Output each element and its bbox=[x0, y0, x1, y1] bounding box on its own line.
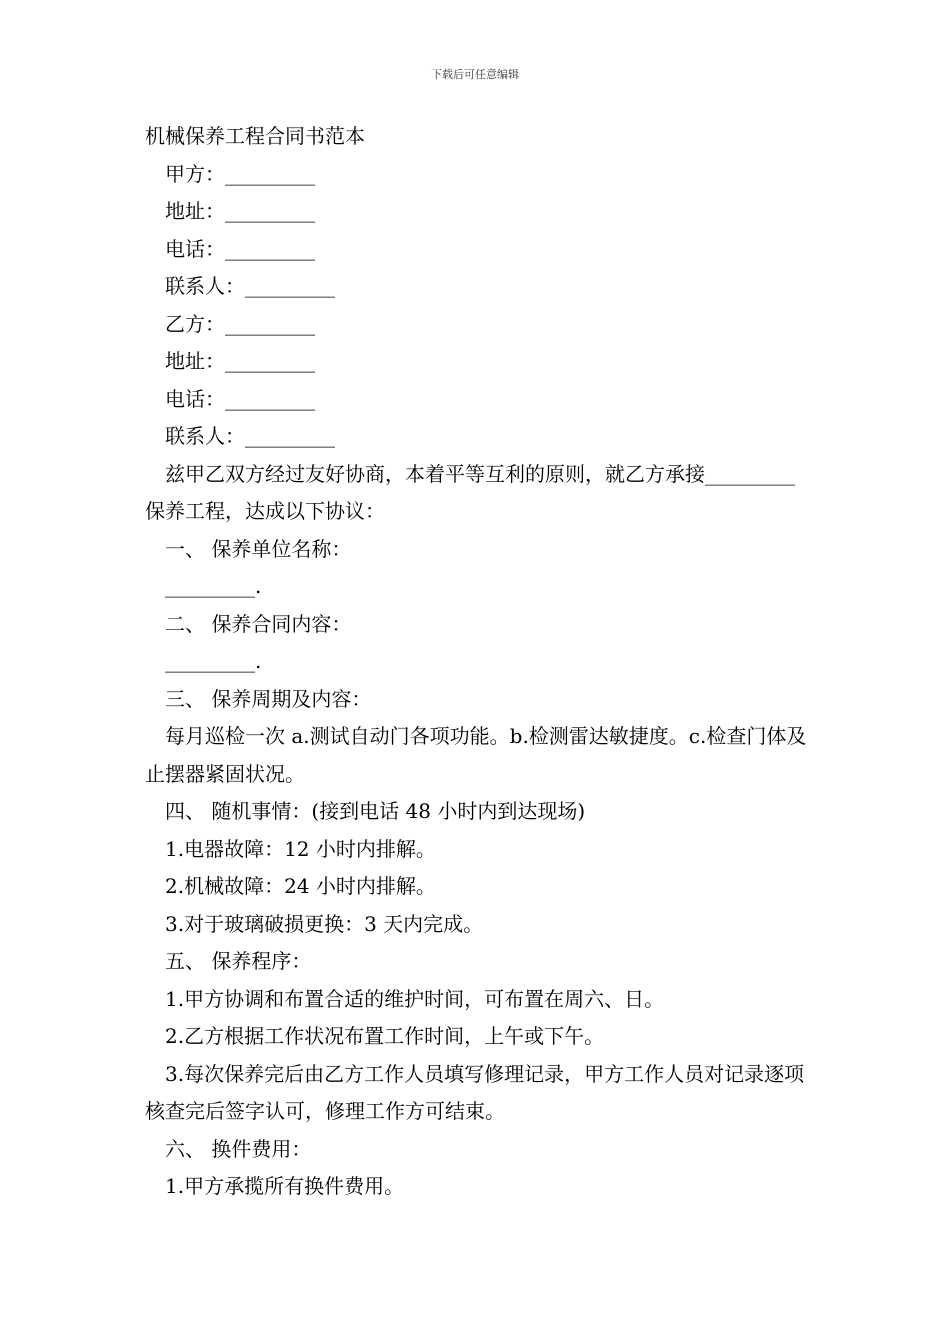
section-4-item: 3.对于玻璃破损更换：3 天内完成。 bbox=[165, 911, 484, 936]
section-3-body: 每月巡检一次 a.测试自动门各项功能。b.检测雷达敏捷度。c.检查门体及止摆器紧固状况。 bbox=[145, 724, 807, 786]
section-4-heading: 四、 随机事情：(接到电话 48 小时内到达现场) bbox=[165, 799, 586, 823]
section-4-item: 2.机械故障：24 小时内排解。 bbox=[165, 874, 436, 898]
section-2-heading: 二、 保养合同内容： bbox=[165, 611, 352, 636]
section-1-heading: 一、 保养单位名称： bbox=[165, 536, 352, 561]
section-5-item: 2.乙方根据工作状况布置工作时间，上午或下午。 bbox=[165, 1024, 605, 1048]
section-5-heading: 五、 保养程序： bbox=[165, 949, 312, 973]
document-body bbox=[145, 118, 810, 1206]
section-2-blank: _________. bbox=[165, 649, 262, 673]
section-3-heading: 三、 保养周期及内容： bbox=[165, 686, 372, 711]
header-note: 下载后可任意编辑 bbox=[431, 68, 519, 81]
section-1-blank: _________. bbox=[165, 574, 262, 598]
section-5-item: 3.每次保养完后由乙方工作人员填写修理记录，甲方工作人员对记录逐项核查完后签字认可，修理工作方可结束。 bbox=[145, 1061, 805, 1123]
party-b-address: 地址：_________ bbox=[165, 349, 315, 373]
section-6-item: 1.甲方承揽所有换件费用。 bbox=[165, 1174, 405, 1198]
section-6-heading: 六、 换件费用： bbox=[165, 1136, 312, 1161]
party-b-phone: 电话：_________ bbox=[165, 386, 315, 411]
party-a-address: 地址：_________ bbox=[165, 199, 315, 223]
section-4-item: 1.电器故障：12 小时内排解。 bbox=[165, 836, 436, 861]
party-a-contact: 联系人：_________ bbox=[165, 274, 335, 298]
party-a-name: 甲方：_________ bbox=[165, 161, 315, 186]
party-a-phone: 电话：_________ bbox=[165, 236, 315, 261]
party-b-name: 乙方：_________ bbox=[165, 311, 315, 336]
section-5-item: 1.甲方协调和布置合适的维护时间，可布置在周六、日。 bbox=[165, 986, 665, 1011]
intro-paragraph: 兹甲乙双方经过友好协商，本着平等互利的原则，就乙方承接_________保养工程，达成以下协议： bbox=[145, 461, 795, 523]
party-b-contact: 联系人：_________ bbox=[165, 424, 335, 448]
document-title: 机械保养工程合同书范本 bbox=[145, 124, 365, 148]
